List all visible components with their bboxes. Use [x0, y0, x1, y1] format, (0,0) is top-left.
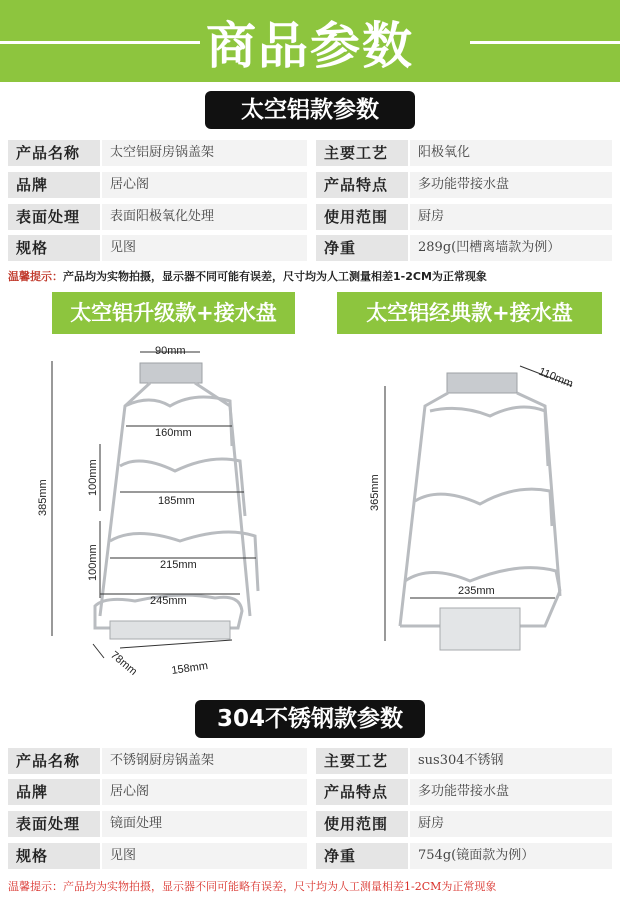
spec-value: 见图	[102, 235, 307, 261]
spec-value: sus304不锈钢	[410, 748, 612, 774]
table-row	[0, 779, 620, 805]
tab-classic-model: 太空铝经典款+接水盘	[337, 292, 602, 334]
dim-width-215: 215mm	[160, 559, 197, 571]
right-rack-illustration	[400, 373, 560, 650]
spec-value: 镜面处理	[102, 811, 307, 837]
dim-bottom-235: 235mm	[458, 585, 495, 597]
dim-width-185: 185mm	[158, 495, 195, 507]
dim-height-right: 365mm	[369, 474, 381, 511]
table-row	[0, 811, 620, 837]
spec-value: 多功能带接水盘	[410, 779, 612, 805]
spec-value: 289g(凹槽离墙款为例）	[410, 235, 612, 261]
spec-key: 产品特点	[316, 779, 408, 805]
spec-key: 主要工艺	[316, 748, 408, 774]
table-row	[0, 235, 620, 261]
table-row	[0, 843, 620, 869]
spec-key: 表面处理	[8, 811, 100, 837]
notice-text: 产品均为实物拍摄，显示器不同可能略有误差，尺寸均为人工测量相差1-2CM为正常现象	[63, 880, 497, 893]
dim-top-width-left: 90mm	[155, 345, 186, 357]
spec-key: 主要工艺	[316, 140, 408, 166]
header-banner	[0, 0, 620, 82]
dim-depth-78: 78mm	[108, 649, 140, 678]
spec-key: 产品名称	[8, 140, 100, 166]
product-dimension-diagram	[0, 336, 620, 698]
table-row	[0, 748, 620, 774]
page-title: 商品参数	[206, 17, 414, 75]
dim-gap-100-upper: 100mm	[87, 459, 99, 496]
table-row	[0, 172, 620, 198]
spec-key: 净重	[316, 235, 408, 261]
notice	[8, 268, 614, 284]
spec-value: 居心阁	[102, 172, 307, 198]
spec-key: 规格	[8, 843, 100, 869]
spec-key: 品牌	[8, 172, 100, 198]
spec-value: 阳极氧化	[410, 140, 612, 166]
spec-value: 754g(镜面款为例）	[410, 843, 612, 869]
tab-upgraded-model: 太空铝升级款+接水盘	[52, 292, 295, 334]
spec-key: 使用范围	[316, 811, 408, 837]
section1-title: 太空铝款参数	[205, 91, 415, 129]
notice-label: 温馨提示：	[8, 880, 63, 893]
spec-value: 厨房	[410, 204, 612, 230]
spec-key: 表面处理	[8, 204, 100, 230]
notice-text: 产品均为实物拍摄，显示器不同可能有误差，尺寸均为人工测量相差1-2CM为正常现象	[63, 270, 487, 283]
notice-footer	[8, 878, 614, 894]
dim-width-245: 245mm	[150, 595, 187, 607]
spec-key: 产品名称	[8, 748, 100, 774]
spec-key: 净重	[316, 843, 408, 869]
spec-value: 厨房	[410, 811, 612, 837]
spec-value: 见图	[102, 843, 307, 869]
dim-top-width-right: 110mm	[536, 365, 575, 391]
spec-key: 品牌	[8, 779, 100, 805]
spec-value: 不锈钢厨房锅盖架	[102, 748, 307, 774]
section2-title: 304不锈钢款参数	[195, 700, 425, 738]
spec-value: 太空铝厨房锅盖架	[102, 140, 307, 166]
spec-key: 产品特点	[316, 172, 408, 198]
spec-key: 使用范围	[316, 204, 408, 230]
spec-value: 多功能带接水盘	[410, 172, 612, 198]
spec-value: 居心阁	[102, 779, 307, 805]
dim-tray-158: 158mm	[170, 659, 209, 677]
spec-value: 表面阳极氧化处理	[102, 204, 307, 230]
spec-key: 规格	[8, 235, 100, 261]
dim-width-160: 160mm	[155, 427, 192, 439]
notice-label: 温馨提示：	[8, 270, 63, 283]
dim-gap-100-lower: 100mm	[87, 544, 99, 581]
dim-height-left: 385mm	[37, 479, 49, 516]
table-row	[0, 204, 620, 230]
table-row	[0, 140, 620, 166]
